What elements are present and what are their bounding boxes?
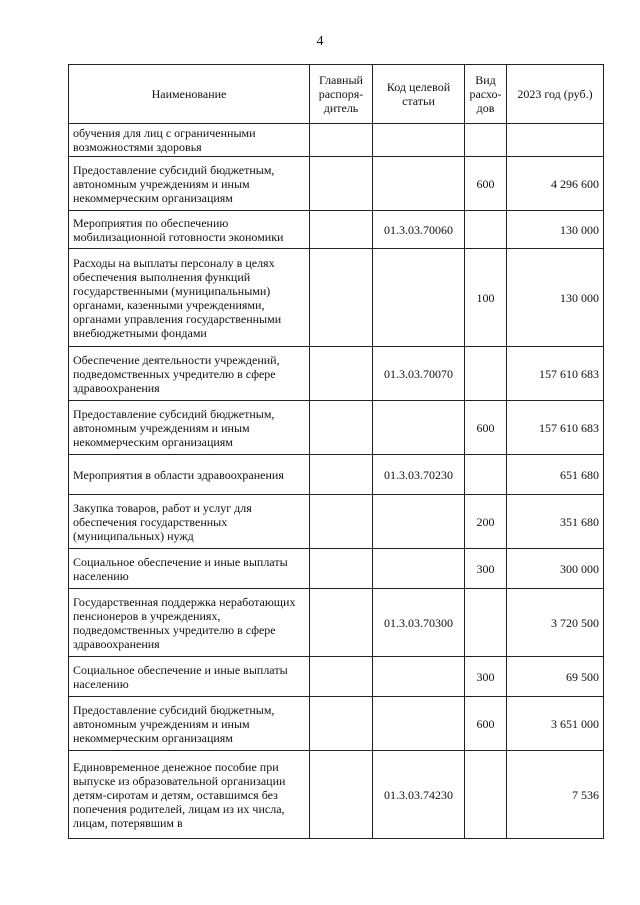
header-year: 2023 год (руб.) (507, 65, 604, 124)
row-code (373, 549, 465, 589)
row-type: 300 (465, 549, 507, 589)
row-code (373, 495, 465, 549)
row-manager (310, 697, 373, 751)
row-name: Расходы на выплаты персоналу в целях обеспечения выполнения функций государственными (муниципальными) органами, казенными учреждениями, органами управления государственными внебюджетными фондами (69, 249, 310, 347)
header-code: Код целевой статьи (373, 65, 465, 124)
row-name: обучения для лиц с ограниченными возможностями здоровья (69, 124, 310, 157)
row-type (465, 124, 507, 157)
row-manager (310, 401, 373, 455)
row-name: Мероприятия по обеспечению мобилизационной готовности экономики (69, 211, 310, 249)
row-type (465, 751, 507, 839)
row-name: Единовременное денежное пособие при выпуске из образовательной организации детям-сиротам и детям, оставшимся без попечения родителей, лицам из их числа, лицам, потерявшим в (69, 751, 310, 839)
row-code: 01.3.03.74230 (373, 751, 465, 839)
row-code: 01.3.03.70300 (373, 589, 465, 657)
row-name: Предоставление субсидий бюджетным, автономным учреждениям и иным некоммерческим организациям (69, 401, 310, 455)
row-type (465, 347, 507, 401)
header-expense-type: Вид расхо-дов (465, 65, 507, 124)
row-amount: 3 720 500 (507, 589, 604, 657)
row-manager (310, 211, 373, 249)
header-manager: Главный распоря-дитель (310, 65, 373, 124)
row-name: Обеспечение деятельности учреждений, подведомственных учредителю в сфере здравоохранения (69, 347, 310, 401)
row-amount: 351 680 (507, 495, 604, 549)
row-type (465, 589, 507, 657)
row-code: 01.3.03.70060 (373, 211, 465, 249)
row-manager (310, 751, 373, 839)
row-name: Государственная поддержка неработающих пенсионеров в учреждениях, подведомственных учредителю в сфере здравоохранения (69, 589, 310, 657)
row-name: Мероприятия в области здравоохранения (69, 455, 310, 495)
row-amount: 4 296 600 (507, 157, 604, 211)
row-type (465, 455, 507, 495)
row-code (373, 401, 465, 455)
row-type (465, 211, 507, 249)
table-row (69, 697, 604, 751)
table-row (69, 495, 604, 549)
row-manager (310, 549, 373, 589)
table-header-row (69, 65, 604, 124)
row-amount: 3 651 000 (507, 697, 604, 751)
table-row (69, 124, 604, 157)
table-row (69, 249, 604, 347)
row-amount: 157 610 683 (507, 401, 604, 455)
row-manager (310, 157, 373, 211)
row-type: 600 (465, 401, 507, 455)
table-row (69, 455, 604, 495)
row-name: Предоставление субсидий бюджетным, автономным учреждениям и иным некоммерческим организациям (69, 697, 310, 751)
row-code: 01.3.03.70070 (373, 347, 465, 401)
row-amount: 7 536 (507, 751, 604, 839)
row-type: 600 (465, 697, 507, 751)
row-name: Закупка товаров, работ и услуг для обеспечения государственных (муниципальных) нужд (69, 495, 310, 549)
table-row (69, 401, 604, 455)
row-type: 600 (465, 157, 507, 211)
table-row (69, 549, 604, 589)
table-row (69, 157, 604, 211)
row-amount: 300 000 (507, 549, 604, 589)
table-row (69, 657, 604, 697)
row-code: 01.3.03.70230 (373, 455, 465, 495)
row-code (373, 249, 465, 347)
row-name: Социальное обеспечение и иные выплаты населению (69, 657, 310, 697)
table-row (69, 211, 604, 249)
row-amount (507, 124, 604, 157)
row-type: 200 (465, 495, 507, 549)
row-amount: 130 000 (507, 211, 604, 249)
row-type: 300 (465, 657, 507, 697)
row-amount: 69 500 (507, 657, 604, 697)
row-code (373, 657, 465, 697)
table-row (69, 347, 604, 401)
row-manager (310, 455, 373, 495)
row-code (373, 697, 465, 751)
row-name: Предоставление субсидий бюджетным, автономным учреждениям и иным некоммерческим организациям (69, 157, 310, 211)
header-name: Наименование (69, 65, 310, 124)
page-number: 4 (316, 34, 324, 49)
row-manager (310, 249, 373, 347)
row-manager (310, 347, 373, 401)
row-name: Социальное обеспечение и иные выплаты населению (69, 549, 310, 589)
table-row (69, 751, 604, 839)
row-amount: 651 680 (507, 455, 604, 495)
row-manager (310, 495, 373, 549)
row-manager (310, 124, 373, 157)
row-type: 100 (465, 249, 507, 347)
row-amount: 130 000 (507, 249, 604, 347)
row-code (373, 157, 465, 211)
row-manager (310, 657, 373, 697)
row-amount: 157 610 683 (507, 347, 604, 401)
row-manager (310, 589, 373, 657)
table-row (69, 589, 604, 657)
row-code (373, 124, 465, 157)
budget-table (68, 64, 604, 839)
